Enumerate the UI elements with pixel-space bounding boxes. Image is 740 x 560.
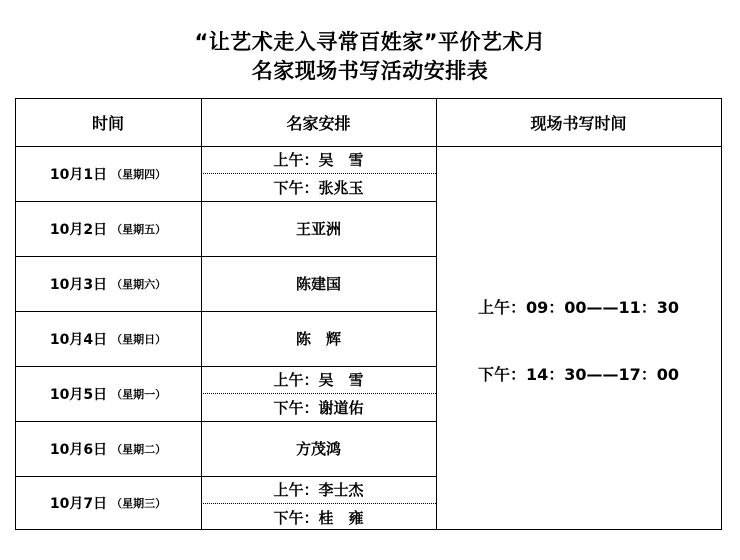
weekday-text: （星期三）: [111, 497, 167, 510]
header-time: 时间: [91, 113, 124, 133]
header-writing-time: 现场书写时间: [530, 113, 627, 133]
date-text: 10月3日: [49, 276, 108, 293]
date-cell: [15, 201, 201, 256]
artist-name: 陈建国: [295, 275, 341, 293]
date-cell: [15, 366, 201, 421]
artist-name: 方茂鸿: [295, 440, 341, 458]
date-cell: [15, 421, 201, 476]
date-text: 10月2日: [49, 221, 108, 238]
artist-pm: 下午：桂 雍: [273, 508, 364, 527]
writing-time-morning: 上午：09：00——11：30: [477, 297, 680, 317]
page-subtitle: 名家现场书写活动安排表: [251, 59, 489, 83]
writing-time-afternoon: 下午：14：30——17：00: [477, 364, 680, 384]
date-text: 10月6日: [49, 441, 108, 458]
weekday-text: （星期日）: [111, 332, 167, 346]
artist-name: 王亚洲: [295, 220, 341, 238]
date-text: 10月1日: [49, 166, 108, 183]
artist-am: 上午：吴 雪: [273, 371, 364, 389]
table-border-right: [721, 98, 722, 530]
weekday-text: （星期六）: [111, 277, 167, 291]
page-title: “让艺术走入寻常百姓家”平价艺术月: [194, 30, 546, 54]
weekday-text: （星期二）: [111, 442, 167, 456]
date-text: 10月5日: [49, 386, 108, 403]
artist-am: 上午：李士杰: [273, 481, 364, 499]
schedule-table: [15, 98, 722, 530]
artist-am: 上午：吴 雪: [273, 151, 364, 169]
date-cell: [15, 311, 201, 366]
weekday-text: （星期一）: [111, 387, 167, 401]
date-text: 10月4日: [49, 331, 108, 348]
header-artists: 名家安排: [286, 113, 351, 133]
artist-name: 陈 辉: [295, 330, 341, 348]
date-cell: [15, 476, 201, 530]
date-cell: [15, 146, 201, 201]
date-text: 10月7日: [49, 496, 108, 512]
artist-pm: 下午：谢道佑: [273, 399, 364, 417]
date-cell: [15, 256, 201, 311]
weekday-text: （星期四）: [111, 167, 167, 181]
artist-pm: 下午：张兆玉: [273, 179, 364, 197]
weekday-text: （星期五）: [111, 222, 167, 236]
